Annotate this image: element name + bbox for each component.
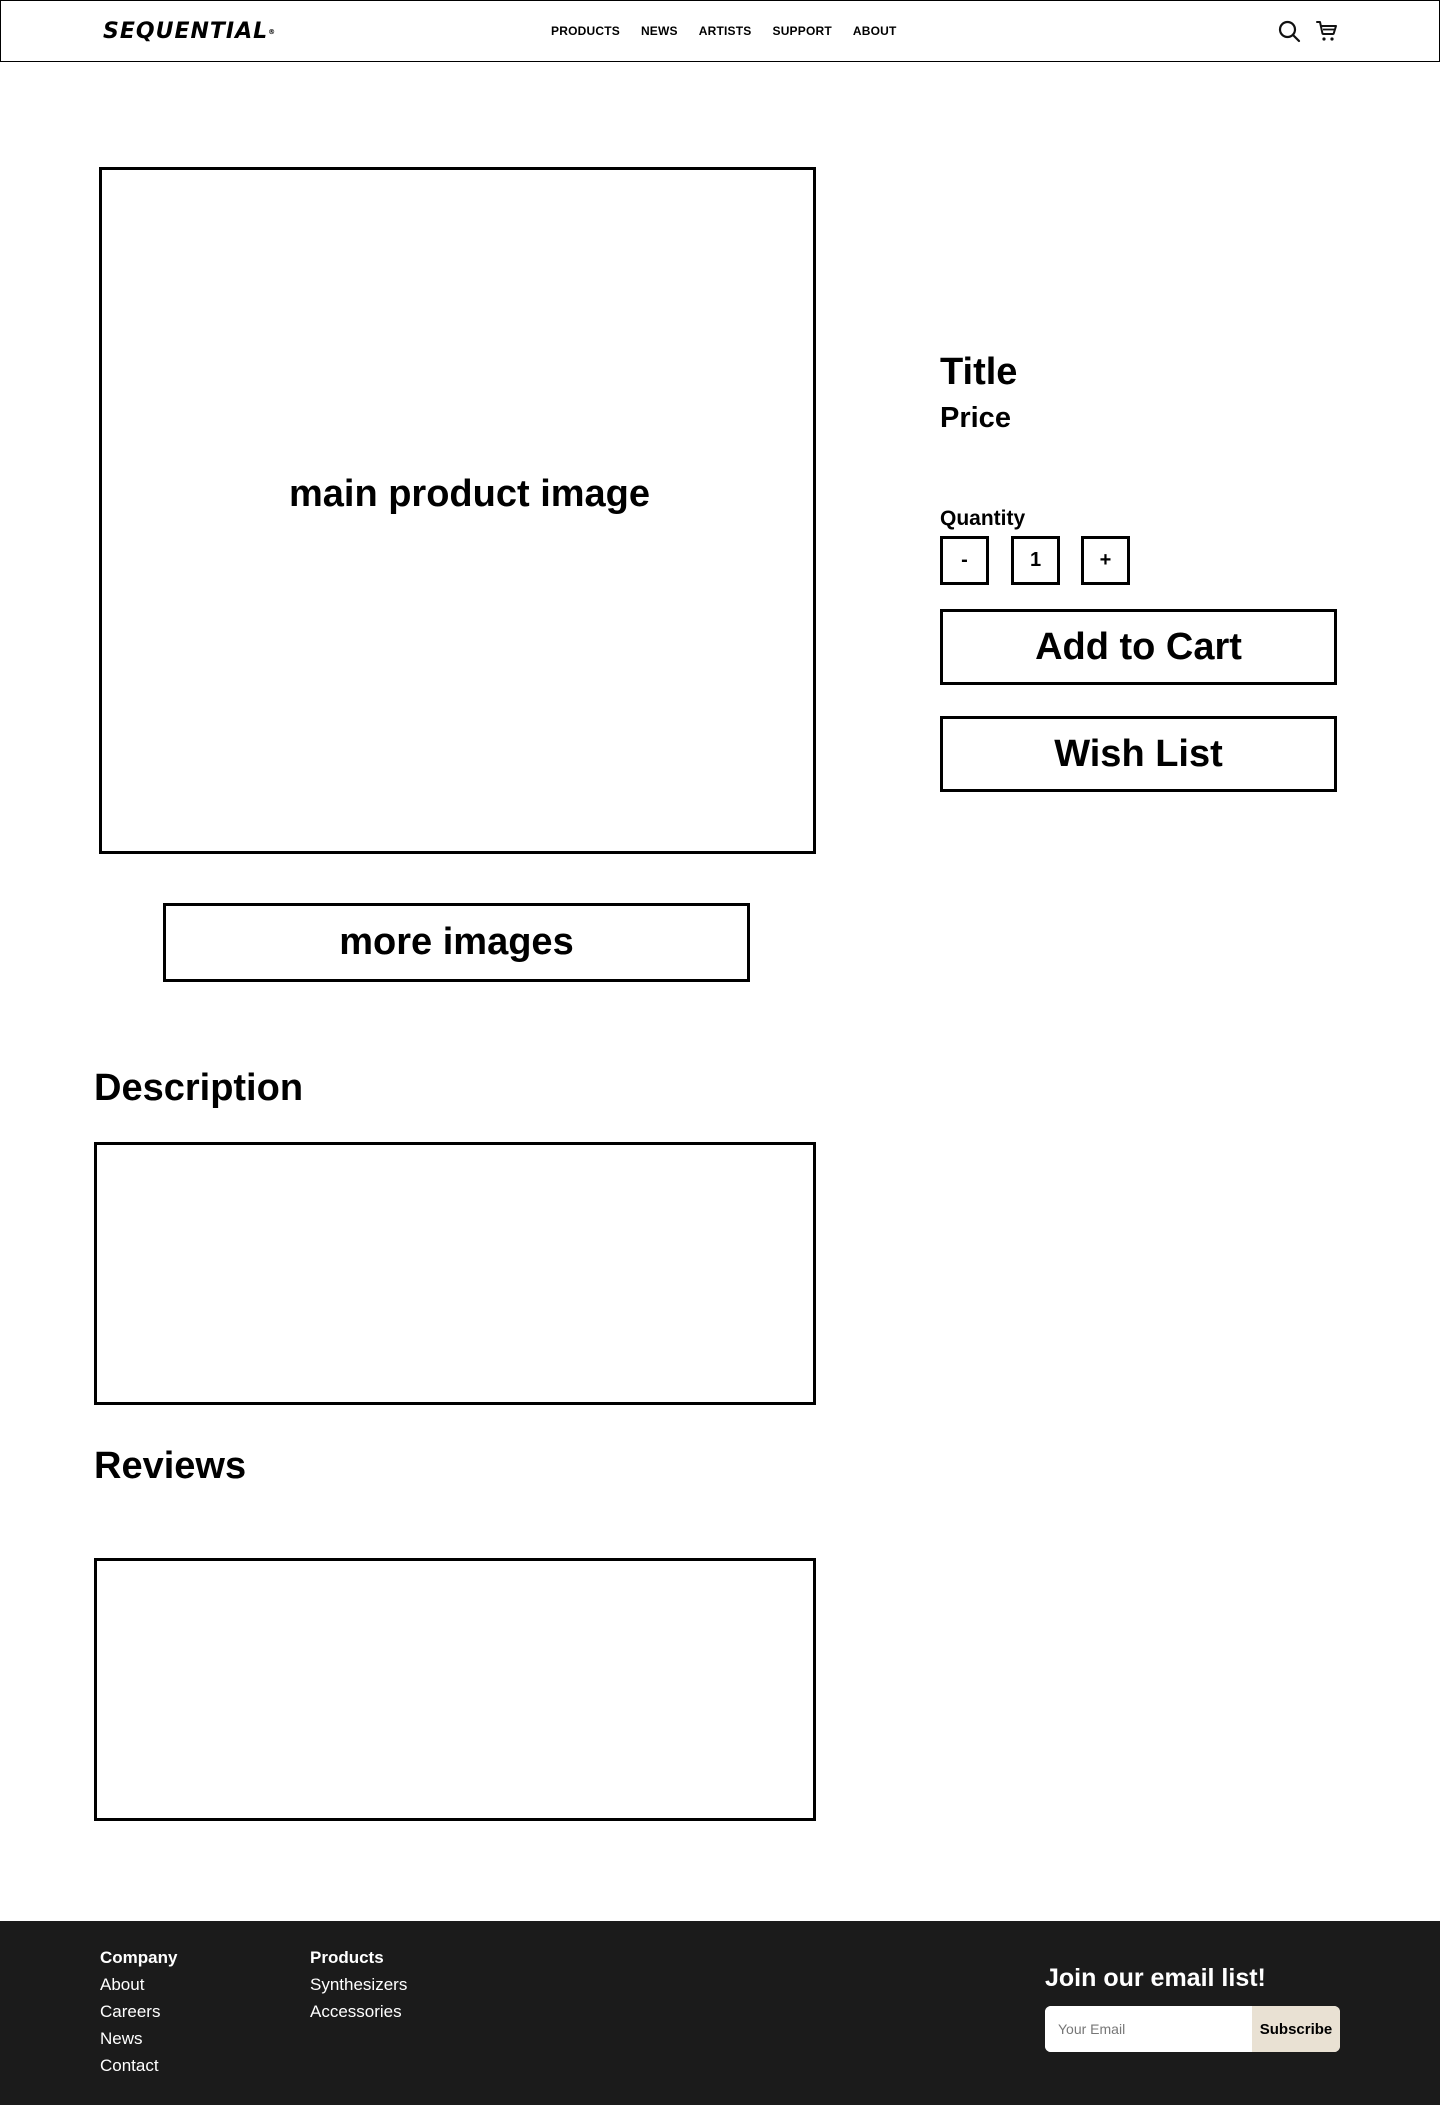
nav-support[interactable]: SUPPORT	[772, 24, 832, 38]
product-price: Price	[940, 402, 1011, 434]
quantity-decrease-button[interactable]: -	[940, 536, 989, 585]
footer-link-accessories[interactable]: Accessories	[310, 2002, 402, 2021]
product-title: Title	[940, 351, 1018, 393]
main-image-label: main product image	[288, 473, 651, 515]
footer-link-synthesizers[interactable]: Synthesizers	[310, 1975, 408, 1994]
footer-company-heading: Company	[100, 1948, 178, 1967]
newsletter-form	[1045, 2006, 1340, 2052]
reviews-content	[94, 1558, 816, 1821]
quantity-label: Quantity	[940, 507, 1026, 530]
nav-products[interactable]: PRODUCTS	[551, 24, 620, 38]
wish-list-button[interactable]: Wish List	[940, 716, 1337, 792]
newsletter-title: Join our email list!	[1045, 1964, 1266, 1992]
footer-link-contact[interactable]: Contact	[100, 2056, 159, 2075]
quantity-value[interactable]: 1	[1011, 536, 1060, 585]
footer-link-news[interactable]: News	[100, 2029, 143, 2048]
subscribe-button[interactable]: Subscribe	[1252, 2006, 1340, 2052]
nav-artists[interactable]: ARTISTS	[698, 24, 752, 38]
footer-company-column	[100, 1947, 177, 2082]
site-header	[0, 0, 1440, 62]
main-product-image[interactable]	[99, 167, 816, 854]
footer-link-about[interactable]: About	[100, 1975, 145, 1994]
reviews-heading: Reviews	[94, 1445, 247, 1487]
footer-products-column	[310, 1947, 407, 2028]
nav-about[interactable]: ABOUT	[852, 24, 897, 38]
nav-news[interactable]: NEWS	[640, 24, 678, 38]
description-heading: Description	[94, 1067, 304, 1109]
description-content	[94, 1142, 816, 1405]
logo-registered-mark: ®	[268, 28, 277, 36]
sequential-logo[interactable]	[103, 19, 276, 45]
email-input[interactable]	[1045, 2006, 1252, 2052]
cart-icon[interactable]	[1315, 19, 1339, 43]
search-icon[interactable]	[1277, 19, 1301, 43]
more-images-button[interactable]: more images	[163, 903, 750, 982]
quantity-increase-button[interactable]: +	[1081, 536, 1130, 585]
main-nav	[551, 23, 897, 39]
add-to-cart-button[interactable]: Add to Cart	[940, 609, 1337, 685]
site-footer	[0, 1921, 1440, 2105]
footer-products-heading: Products	[310, 1948, 384, 1967]
logo-text: SEQUENTIAL	[103, 19, 269, 44]
footer-link-careers[interactable]: Careers	[100, 2002, 161, 2021]
